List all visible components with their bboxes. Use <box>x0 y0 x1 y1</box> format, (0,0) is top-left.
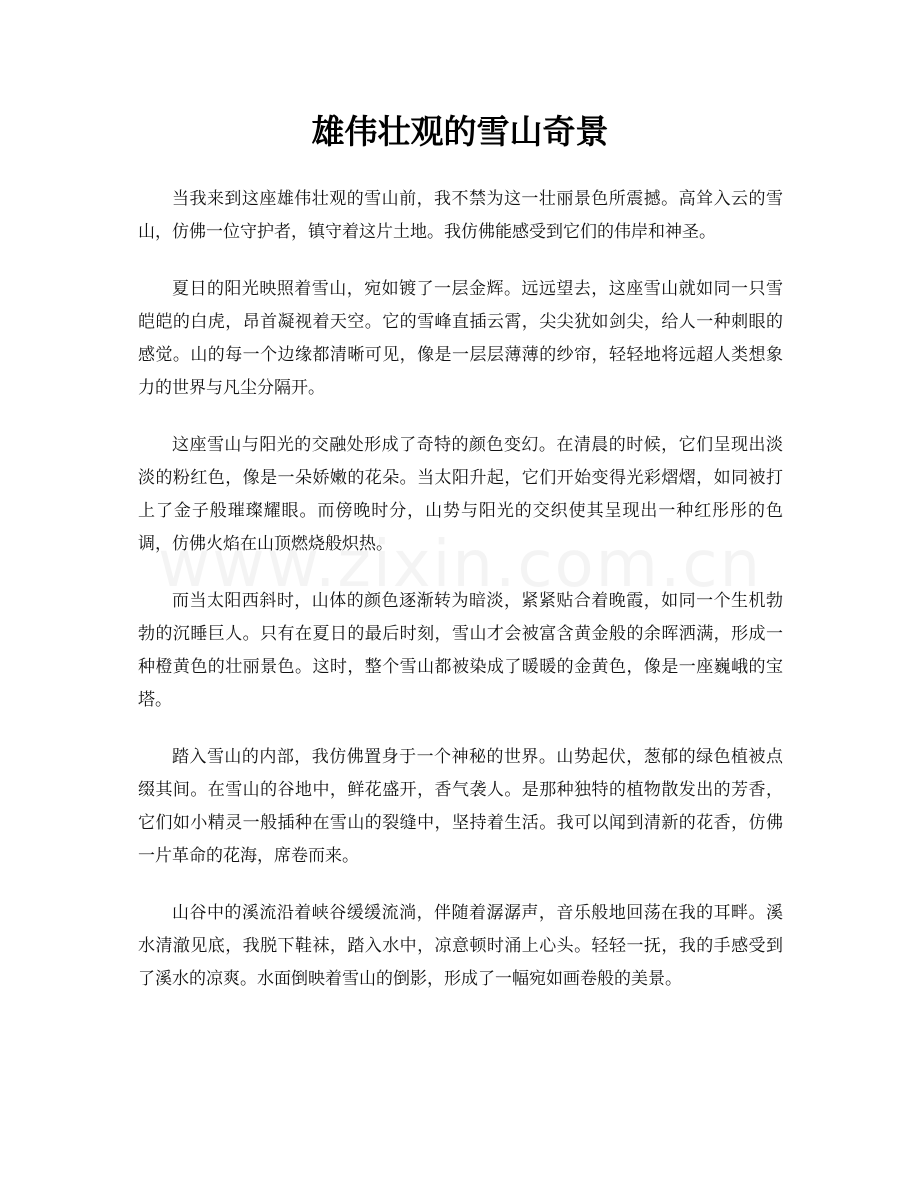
paragraph-4: 而当太阳西斜时，山体的颜色逐渐转为暗淡，紧紧贴合着晚霞，如同一个生机勃勃的沉睡巨人。只有在夏日的最后时刻，雪山才会被富含黄金般的余晖洒满，形成一种橙黄色的壮丽景色。这时，整个雪山都被染成了暖暖的金黄色，像是一座巍峨的宝塔。 <box>138 591 783 710</box>
paragraph-3: 这座雪山与阳光的交融处形成了奇特的颜色变幻。在清晨的时候，它们呈现出淡淡的粉红色，像是一朵娇嫩的花朵。当太阳升起，它们开始变得光彩熠熠，如同被打上了金子般璀璨耀眼。而傍晚时分，山势与阳光的交织使其呈现出一种红彤彤的色调，仿佛火焰在山顶燃烧般炽热。 <box>138 435 783 554</box>
paragraph-5: 踏入雪山的内部，我仿佛置身于一个神秘的世界。山势起伏，葱郁的绿色植被点缀其间。在雪山的谷地中，鲜花盛开，香气袭人。是那种独特的植物散发出的芳香，它们如小精灵一般插种在雪山的裂缝中，坚持着生活。我可以闻到清新的花香，仿佛一片革命的花海，席卷而来。 <box>138 747 783 866</box>
document-body <box>138 183 783 1020</box>
paragraph-6: 山谷中的溪流沿着峡谷缓缓流淌，伴随着潺潺声，音乐般地回荡在我的耳畔。溪水清澈见底，我脱下鞋袜，踏入水中，凉意顿时涌上心头。轻轻一抚，我的手感受到了溪水的凉爽。水面倒映着雪山的倒影，形成了一幅宛如画卷般的美景。 <box>138 903 783 989</box>
paragraph-2: 夏日的阳光映照着雪山，宛如镀了一层金辉。远远望去，这座雪山就如同一只雪皑皑的白虎，昂首凝视着天空。它的雪峰直插云霄，尖尖犹如剑尖，给人一种刺眼的感觉。山的每一个边缘都清晰可见，像是一层层薄薄的纱帘，轻轻地将远超人类想象力的世界与凡尘分隔开。 <box>138 279 783 398</box>
paragraph-1: 当我来到这座雄伟壮观的雪山前，我不禁为这一壮丽景色所震撼。高耸入云的雪山，仿佛一位守护者，镇守着这片土地。我仿佛能感受到它们的伟岸和神圣。 <box>138 189 783 242</box>
document-title: 雄伟壮观的雪山奇景 <box>311 112 609 151</box>
